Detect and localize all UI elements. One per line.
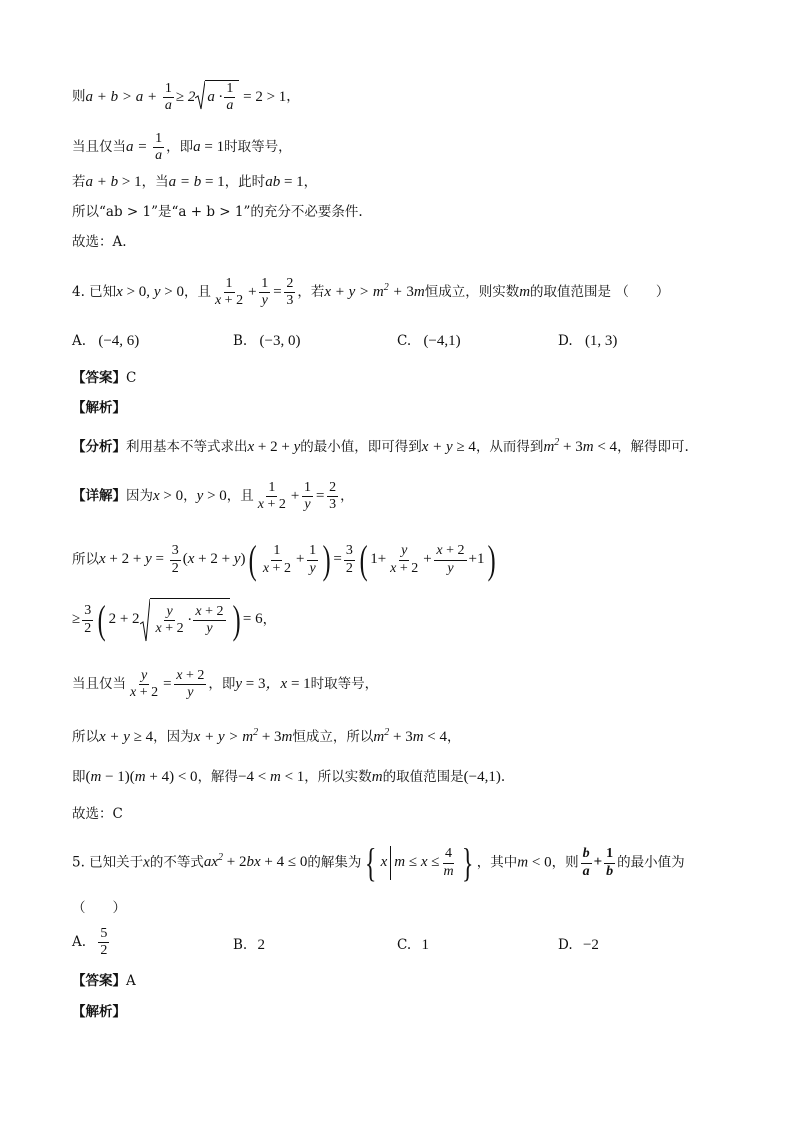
fenxi-tag: 【分析】	[72, 439, 126, 455]
option-value: (−3, 0)	[259, 333, 301, 349]
analysis-tag: 【解析】	[72, 400, 126, 416]
formula: (−4,1)	[463, 769, 501, 785]
formula: x + 2 + y = $\frac{3}{2}$ (x + 2 + y)( $\frac{1}{x + 2}$ + $\frac{1}{y}$ ) = $\frac{3}{2}$ ( 1+ $\frac{y}{x + 2}$ + $\frac{x + 2}{y}$ +1)	[99, 537, 496, 582]
answer-tag: 【答案】	[72, 370, 126, 386]
formula: (m − 1)(m + 4) < 0	[85, 769, 198, 785]
option-label: A.	[72, 333, 87, 349]
text: 的取值范围是 （ ）	[530, 284, 670, 301]
answer-5	[72, 975, 136, 989]
formula: a = b = 1	[168, 174, 225, 190]
text: 的取值范围是	[382, 769, 464, 785]
formula: $ax^2 + 2bx + 4 \le 0$	[203, 852, 308, 871]
text: ，	[286, 88, 300, 105]
text: ，且	[226, 488, 254, 505]
step-4	[72, 727, 461, 745]
formula: m	[519, 284, 531, 301]
formula: y > 0	[196, 488, 227, 505]
formula: ab = 1	[265, 174, 304, 190]
formula: a + b > a + $\frac{1}{a}$ ≥ 2 a · $\frac{1}{a}$ = 2 > 1	[85, 80, 287, 114]
formula: −4 < m < 1	[238, 769, 305, 785]
line-5: 故选：A.	[72, 234, 127, 250]
formula: $\frac{1}{x + 2}$ + $\frac{1}{y}$ = $\frac{2}{3}$	[257, 480, 337, 513]
answer-value: A	[126, 973, 136, 989]
text: ，	[303, 174, 318, 190]
text: ，	[340, 488, 354, 505]
step-6: 故选：C	[72, 806, 123, 822]
option-label: C.	[397, 937, 412, 953]
option-value: −2	[582, 937, 599, 953]
option-label: B.	[233, 333, 248, 349]
formula: $\frac{b}{a}$ + $\frac{1}{b}$	[582, 846, 614, 879]
option-value: $\frac{5}{2}$	[100, 926, 108, 959]
option-label: C.	[397, 333, 412, 349]
detail-line	[72, 480, 354, 513]
text: 时取等号，	[310, 676, 379, 693]
q4-option-d	[558, 334, 617, 349]
text: ，	[447, 729, 461, 745]
formula: x + y ≥ 4	[99, 729, 154, 745]
formula: x > 0	[153, 488, 184, 505]
answer-value: C	[126, 370, 137, 386]
formula: m	[371, 769, 383, 785]
step-3	[72, 668, 378, 701]
text: 的最小值为	[617, 854, 685, 871]
text: 因为	[126, 488, 153, 505]
text: ，即	[166, 139, 194, 156]
option-label: B.	[233, 937, 248, 953]
text: ，此时	[224, 174, 266, 190]
text: ，若	[297, 284, 325, 301]
formula: { x m ≤ x ≤ $\frac{4}{m}$ }	[365, 840, 473, 885]
line-4: 所以“ab > 1”是“a + b > 1”的充分不必要条件.	[72, 204, 363, 220]
text: 4. 已知	[72, 284, 117, 301]
formula: $x + y > m^2 + 3m$	[193, 727, 293, 745]
question-4	[72, 276, 669, 309]
formula: m < 0	[517, 854, 552, 871]
text: 当且仅当	[72, 676, 126, 693]
text: 利用基本不等式求出	[126, 439, 248, 455]
option-value: (−4, 6)	[98, 333, 140, 349]
text: 即	[72, 769, 86, 785]
formula: a + b > 1	[85, 174, 142, 190]
text: 的不等式	[149, 854, 204, 871]
text: ，解得	[197, 769, 239, 785]
xiangjie-tag: 【详解】	[72, 488, 126, 505]
text: 恒成立，所以	[292, 729, 374, 745]
q5-option-b	[233, 938, 265, 953]
text: ，即	[208, 676, 236, 693]
answer-4	[72, 372, 136, 386]
option-value: 2	[257, 937, 266, 953]
step-5	[72, 770, 505, 785]
option-label: A.	[72, 934, 87, 951]
text: ，且	[183, 284, 211, 301]
text: .	[500, 769, 506, 785]
text: 5. 已知关于	[72, 854, 144, 871]
text: ，当	[141, 174, 169, 190]
option-value: (−4,1)	[423, 333, 461, 349]
formula: x + 2 + y	[247, 439, 301, 455]
text: 的最小值，即可得到	[300, 439, 422, 455]
question-5	[72, 840, 685, 885]
line-3	[72, 175, 317, 190]
text: ，从而得到	[475, 439, 544, 455]
q4-option-a	[72, 334, 139, 349]
text: ，	[183, 488, 197, 505]
formula: x > 0, y > 0	[116, 284, 184, 301]
text: ，所以实数	[304, 769, 372, 785]
formula: a = $\frac{1}{a}$	[126, 131, 163, 164]
text: 则	[72, 88, 86, 105]
q5-option-c	[397, 938, 429, 953]
text: 所以	[72, 729, 99, 745]
analysis-line	[72, 437, 689, 455]
text: ，其中	[476, 854, 518, 871]
text: 时取等号，	[224, 139, 292, 156]
text: ，	[262, 611, 277, 628]
formula: a = 1	[193, 139, 225, 156]
option-value: 1	[421, 937, 429, 953]
text: 当且仅当	[72, 139, 126, 156]
line-1	[72, 80, 300, 114]
formula: $x + y > m^2 + 3m$	[324, 282, 425, 301]
q5-paren: （ ）	[72, 900, 126, 916]
line-2	[72, 131, 292, 164]
text: ，则	[551, 854, 579, 871]
formula: $m^2 + 3m < 4$	[373, 727, 448, 745]
formula: $\frac{y}{x + 2}$ = $\frac{x + 2}{y}$	[130, 668, 205, 701]
answer-tag: 【答案】	[72, 973, 126, 989]
text: ，解得即可.	[617, 439, 689, 455]
text: 所以	[72, 551, 99, 568]
q5-option-a	[72, 926, 111, 959]
text: 的解集为	[307, 854, 362, 871]
formula: ≥ $\frac{3}{2}$ ( 2 + 2 $\frac{y}{x + 2}$ · $\frac{x + 2}{y}$ ) = 6	[72, 597, 263, 642]
formula: $m^2 + 3m < 4$	[543, 437, 618, 455]
formula: y = 3，x = 1	[235, 676, 311, 693]
formula: x	[143, 854, 150, 871]
q4-option-c	[397, 334, 461, 349]
option-label: D.	[558, 937, 573, 953]
option-label: D.	[558, 333, 573, 349]
q4-option-b	[233, 334, 300, 349]
analysis-tag-5: 【解析】	[72, 1004, 126, 1020]
step-1	[72, 537, 498, 582]
option-value: (1, 3)	[584, 333, 618, 349]
formula: $\frac{1}{x + 2}$ + $\frac{1}{y}$ = $\frac{2}{3}$	[214, 276, 294, 309]
text: 若	[72, 174, 86, 190]
q5-option-d	[558, 938, 599, 953]
step-2	[72, 598, 276, 642]
text: 恒成立，则实数	[424, 284, 520, 301]
text: ，因为	[153, 729, 194, 745]
formula: x + y ≥ 4	[421, 439, 476, 455]
